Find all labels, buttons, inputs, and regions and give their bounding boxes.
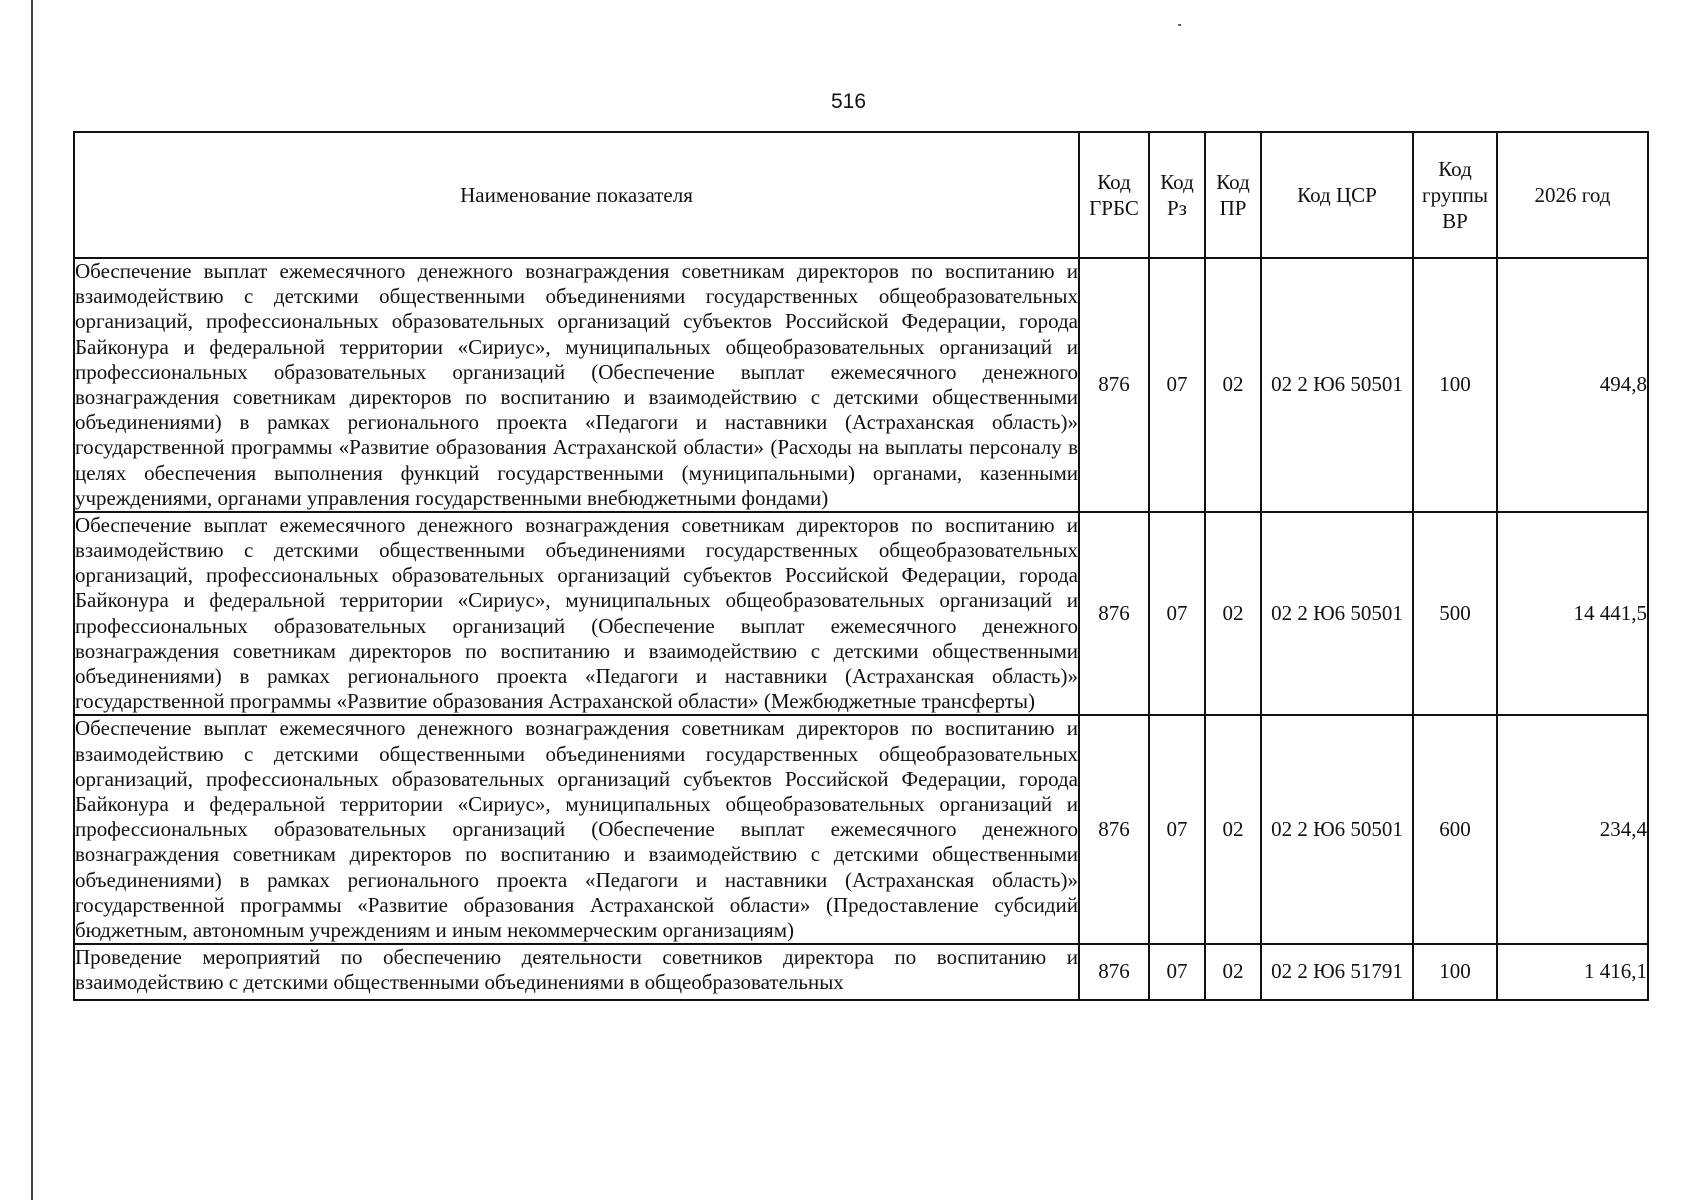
table-row xyxy=(74,944,1648,1000)
cell-name: Обеспечение выплат ежемесячного денежного вознаграждения советникам директоров по воспитанию и взаимодействию с детскими общественными объединениями государственных общеобразовательных организаций, профессиональных образовательных организаций субъектов Российской Федерации, города Байконура и федеральной территории «Сириус», муниципальных общеобразовательных организаций и профессиональных образовательных организаций (Обеспечение выплат ежемесячного денежного вознаграждения советникам директоров по воспитанию и взаимодействию с детскими общественными объединениями) в рамках регионального проекта «Педагоги и наставники (Астраханская область)» государственной программы «Развитие образования Астраханской области» (Предоставление субсидий бюджетным, автономным учреждениям и иным некоммерческим организациям) xyxy=(74,715,1079,944)
header-name: Наименование показателя xyxy=(74,132,1079,258)
cell-vr: 100 xyxy=(1413,258,1497,512)
table-row xyxy=(74,715,1648,944)
cell-amount: 494,8 xyxy=(1497,258,1648,512)
cell-csr: 02 2 Ю6 50501 xyxy=(1261,258,1413,512)
cell-grbs: 876 xyxy=(1079,944,1149,1000)
cell-amount: 14 441,5 xyxy=(1497,512,1648,716)
scan-speck xyxy=(1178,24,1181,26)
cell-grbs: 876 xyxy=(1079,258,1149,512)
budget-table xyxy=(73,131,1649,1001)
cell-rz: 07 xyxy=(1149,512,1205,716)
cell-csr: 02 2 Ю6 50501 xyxy=(1261,512,1413,716)
header-grbs: Код ГРБС xyxy=(1079,132,1149,258)
cell-rz: 07 xyxy=(1149,944,1205,1000)
cell-rz: 07 xyxy=(1149,258,1205,512)
page-number: 516 xyxy=(830,90,867,113)
binding-line xyxy=(31,0,33,1200)
cell-vr: 100 xyxy=(1413,944,1497,1000)
cell-pr: 02 xyxy=(1205,944,1261,1000)
header-year: 2026 год xyxy=(1497,132,1648,258)
cell-csr: 02 2 Ю6 51791 xyxy=(1261,944,1413,1000)
cell-vr: 600 xyxy=(1413,715,1497,944)
header-row xyxy=(74,132,1648,258)
cell-grbs: 876 xyxy=(1079,512,1149,716)
header-rz: Код Рз xyxy=(1149,132,1205,258)
cell-rz: 07 xyxy=(1149,715,1205,944)
cell-amount: 234,4 xyxy=(1497,715,1648,944)
cell-pr: 02 xyxy=(1205,715,1261,944)
cell-name: Проведение мероприятий по обеспечению деятельности советников директора по воспитанию и взаимодействию с детскими общественными объединениями в общеобразовательных xyxy=(74,944,1079,1000)
cell-name: Обеспечение выплат ежемесячного денежного вознаграждения советникам директоров по воспитанию и взаимодействию с детскими общественными объединениями государственных общеобразовательных организаций, профессиональных образовательных организаций субъектов Российской Федерации, города Байконура и федеральной территории «Сириус», муниципальных общеобразовательных организаций и профессиональных образовательных организаций (Обеспечение выплат ежемесячного денежного вознаграждения советникам директоров по воспитанию и взаимодействию с детскими общественными объединениями) в рамках регионального проекта «Педагоги и наставники (Астраханская область)» государственной программы «Развитие образования Астраханской области» (Межбюджетные трансферты) xyxy=(74,512,1079,716)
cell-amount: 1 416,1 xyxy=(1497,944,1648,1000)
header-vr: Код группы ВР xyxy=(1413,132,1497,258)
cell-pr: 02 xyxy=(1205,258,1261,512)
table-row xyxy=(74,258,1648,512)
header-pr: Код ПР xyxy=(1205,132,1261,258)
table-row xyxy=(74,512,1648,716)
cell-vr: 500 xyxy=(1413,512,1497,716)
cell-name: Обеспечение выплат ежемесячного денежного вознаграждения советникам директоров по воспитанию и взаимодействию с детскими общественными объединениями государственных общеобразовательных организаций, профессиональных образовательных организаций субъектов Российской Федерации, города Байконура и федеральной территории «Сириус», муниципальных общеобразовательных организаций и профессиональных образовательных организаций (Обеспечение выплат ежемесячного денежного вознаграждения советникам директоров по воспитанию и взаимодействию с детскими общественными объединениями) в рамках регионального проекта «Педагоги и наставники (Астраханская область)» государственной программы «Развитие образования Астраханской области» (Расходы на выплаты персоналу в целях обеспечения выполнения функций государственными (муниципальными) органами, казенными учреждениями, органами управления государственными внебюджетными фондами) xyxy=(74,258,1079,512)
cell-csr: 02 2 Ю6 50501 xyxy=(1261,715,1413,944)
cell-pr: 02 xyxy=(1205,512,1261,716)
cell-grbs: 876 xyxy=(1079,715,1149,944)
header-csr: Код ЦСР xyxy=(1261,132,1413,258)
